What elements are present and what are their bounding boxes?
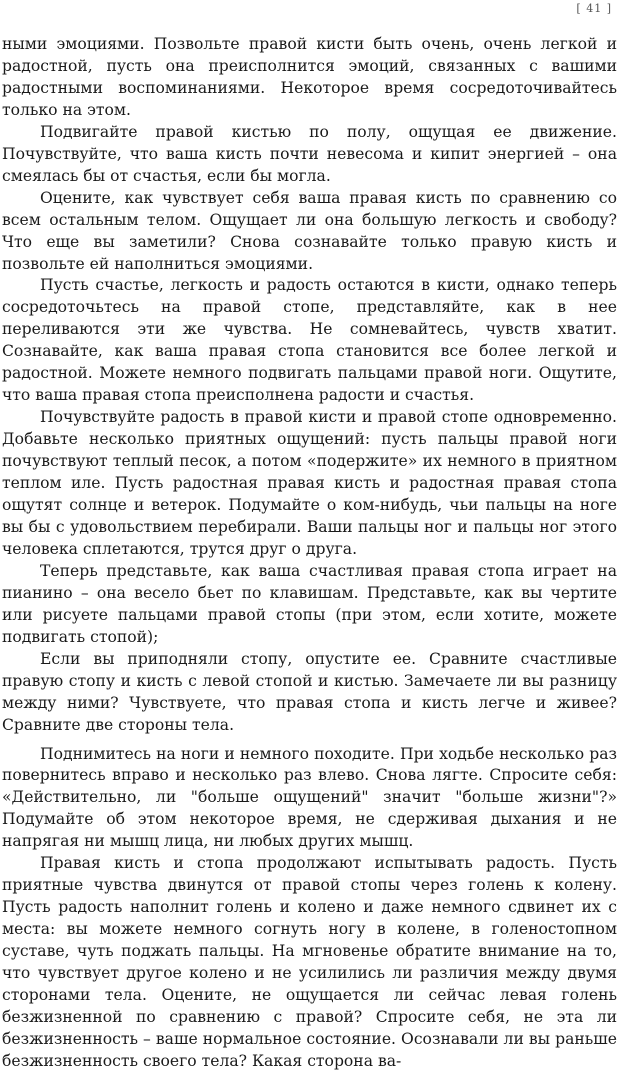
body-text: [2, 34, 617, 1073]
paragraph: Теперь представьте, как ваша счастливая правая стопа играет на пианино – она весело бьет по клавишам. Представьте, как вы чертите или рисуете пальцами правой стопы (при этом, если хотите, можете подвигать стопой);: [2, 561, 617, 646]
paragraph: Почувствуйте радость в правой кисти и правой стопе одновременно. Добавьте несколько приятных ощущений: пусть пальцы правой ноги почувствуют теплый песок, а потом «подержите» их немного в приятном теплом иле. Пусть радостная правая кисть и радостная правая стопа ощутят солнце и ветерок. Подумайте о ком-нибудь, чьи пальцы на ноге вы бы с удовольствием перебирали. Ваши пальцы ног и пальцы ног этого человека сплетаются, трутся друг о друга.: [2, 408, 617, 558]
paragraph-gap: [2, 737, 617, 744]
paragraph: Пусть счастье, легкость и радость остаются в кисти, однако теперь сосредоточьтесь на правой стопе, представляйте, как в нее переливаются эти же чувства. Не сомневайтесь, чувств хватит. Сознавайте, как ваша правая стопа становится все более легкой и радостной. Можете немного подвигать пальцами правой ноги. Ощутите, что ваша правая стопа преисполнена радости и счастья.: [2, 276, 617, 405]
paragraph: Поднимитесь на ноги и немного походите. При ходьбе несколько раз повернитесь вправо и несколько раз влево. Снова лягте. Спросите себя: «Действительно, ли "больше ощущений" значит "больше жизни"?» Подумайте об этом некоторое время, не сдерживая дыхания и не напрягая ни мышц лица, ни любых других мышц.: [2, 744, 617, 851]
paragraph: Оцените, как чувствует себя ваша правая кисть по сравнению со всем остальным телом. Ощущает ли она большую легкость и свободу? Что еще вы заметили? Снова сознавайте только правую кисть и позвольте ей наполниться эмоциями.: [2, 188, 617, 273]
paragraph: Правая кисть и стопа продолжают испытывать радость. Пусть приятные чувства двинутся от правой стопы через голень к колену. Пусть радость наполнит голень и колено и даже немного сдвинет их с места: вы можете немного согнуть ногу в колене, в голеностопном суставе, чуть поджать пальцы. На мгновенье обратите внимание на то, что чувствует другое колено и не усилились ли различия между двумя сторонами тела. Оцените, не ощущается ли сейчас левая голень безжизненной по сравнению с правой? Спросите себя, не эта ли безжизненность – ваше нормальное состояние. Осознавали ли вы раньше безжизненность своего тела? Какая сторона ва-: [2, 854, 617, 1070]
paragraph: Подвигайте правой кистью по полу, ощущая ее движение. Почувствуйте, что ваша кисть почти невесома и кипит энергией – она смеялась бы от счастья, если бы могла.: [2, 122, 617, 185]
paragraph: Если вы приподняли стопу, опустите ее. Сравните счастливые правую стопу и кисть с левой стопой и кистью. Замечаете ли вы разницу между ними? Чувствуете, что правая стопа и кисть легче и живее? Сравните две стороны тела.: [2, 649, 617, 734]
paragraph: ными эмоциями. Позвольте правой кисти быть очень, очень легкой и радостной, пусть она преисполнится эмоций, связанных с вашими радостными воспоминаниями. Некоторое время сосредоточивайтесь только на этом.: [2, 35, 617, 119]
page-number: [ 41 ]: [576, 2, 612, 15]
